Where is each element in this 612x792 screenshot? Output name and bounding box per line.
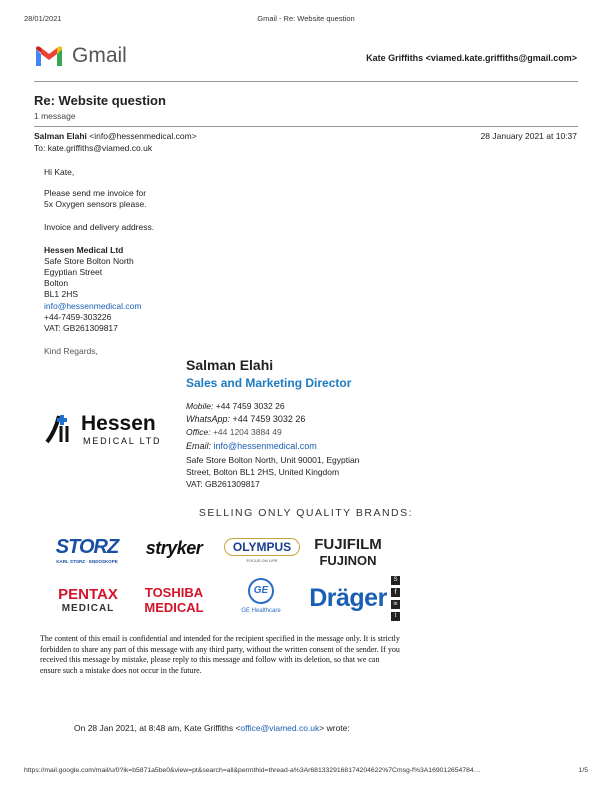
brand-drager: Dräger [309, 584, 387, 612]
sig-email: Email: info@hessenmedical.com [186, 441, 317, 451]
linkedin-icon[interactable]: in [391, 600, 400, 609]
address-line: Egyptian Street [44, 267, 103, 277]
brand-olympus: OLYMPUS FOCUS ON LIFE [224, 538, 300, 563]
sig-address: Safe Store Bolton North, Unit 90001, Egyptian [186, 455, 360, 465]
thread-divider [34, 126, 578, 127]
brand-pentax: PENTAX MEDICAL [58, 586, 118, 614]
address-line: BL1 2HS [44, 289, 79, 299]
brand-storz: STORZ KARL STORZ · ENDOSKOPE [55, 536, 119, 564]
hessen-logo [45, 412, 175, 448]
hessen-logo-icon [45, 412, 75, 446]
signature-title: Sales and Marketing Director [186, 376, 352, 390]
brand-stryker: stryker [145, 538, 203, 558]
ge-logo-icon: GE [248, 578, 274, 604]
skype-icon[interactable]: S [391, 576, 400, 585]
message-date: 28 January 2021 at 10:37 [480, 131, 577, 141]
sig-mobile: Mobile: +44 7459 3032 26 [186, 401, 285, 411]
hessen-logo-word: Hessen [81, 412, 156, 435]
gmail-wordmark: Gmail [72, 44, 127, 67]
sig-email-link[interactable]: info@hessenmedical.com [213, 441, 317, 451]
body-line: 5x Oxygen sensors please. [44, 199, 147, 209]
facebook-icon[interactable]: f [391, 588, 400, 597]
social-icons [391, 576, 401, 621]
company-name: Hessen Medical Ltd [44, 245, 124, 255]
thread-subject: Re: Website question [34, 93, 166, 108]
sig-address: Street, Bolton BL1 2HS, United Kingdom [186, 467, 340, 477]
vat: VAT: GB261309817 [44, 323, 118, 333]
signature-name: Salman Elahi [186, 357, 274, 373]
phone: +44-7459-303226 [44, 312, 112, 322]
recipient: To: kate.griffiths@viamed.co.uk [34, 143, 153, 153]
address-line: Bolton [44, 278, 69, 288]
twitter-icon[interactable]: t [391, 612, 400, 621]
gmail-logo-icon [34, 44, 64, 68]
sender [34, 131, 197, 141]
account-name: Kate Griffiths <viamed.kate.griffiths@gmail.com> [366, 53, 577, 63]
disclaimer: The content of this email is confidential and intended for the recipient specified in the message only. It is strictly forbidden to share any part of this message with any third party, without the written consent of the sender. If you received this message by mistake, please reply to this message and follow with its deletion, so that we can ensure such a mistake does not occur in the future. [40, 634, 400, 675]
sender-email: <info@hessenmedical.com> [89, 131, 197, 141]
body-line: Invoice and delivery address. [44, 222, 155, 232]
sig-whatsapp: WhatsApp: +44 7459 3032 26 [186, 414, 306, 424]
sender-name: Salman Elahi [34, 131, 87, 141]
body-email-link[interactable]: info@hessenmedical.com [44, 301, 142, 311]
page-number: 1/5 [578, 767, 588, 774]
brand-ge: GE GE Healthcare [228, 578, 294, 614]
sig-office: Office: +44 1204 3884 49 [186, 427, 282, 437]
address-line: Safe Store Bolton North [44, 256, 134, 266]
brand-toshiba: TOSHIBA MEDICAL [144, 585, 204, 615]
closing: Kind Regards, [44, 346, 98, 356]
hessen-logo-sub: MEDICAL LTD [83, 436, 162, 446]
print-date: 28/01/2021 [24, 14, 62, 23]
greeting: Hi Kate, [44, 167, 75, 177]
print-title: Gmail - Re: Website question [257, 14, 355, 23]
sig-vat: VAT: GB261309817 [186, 479, 260, 489]
message-count: 1 message [34, 111, 76, 121]
quoted-reply-header: On 28 Jan 2021, at 8:48 am, Kate Griffiths <office@viamed.co.uk> wrote: [74, 723, 350, 733]
header-divider [34, 81, 578, 82]
brands-title: SELLING ONLY QUALITY BRANDS: [198, 507, 414, 519]
brand-fujifilm: FUJIFILM FUJINON [314, 536, 382, 568]
quote-email-link[interactable]: office@viamed.co.uk [240, 723, 320, 733]
body-line: Please send me invoice for [44, 188, 147, 198]
print-url: https://mail.google.com/mail/u/0?ik=b5871a5be0&view=pt&search=all&permthid=thread-a%3Ar6813329168174204622%7Cmsg-f%3A169012654784… [24, 767, 481, 774]
